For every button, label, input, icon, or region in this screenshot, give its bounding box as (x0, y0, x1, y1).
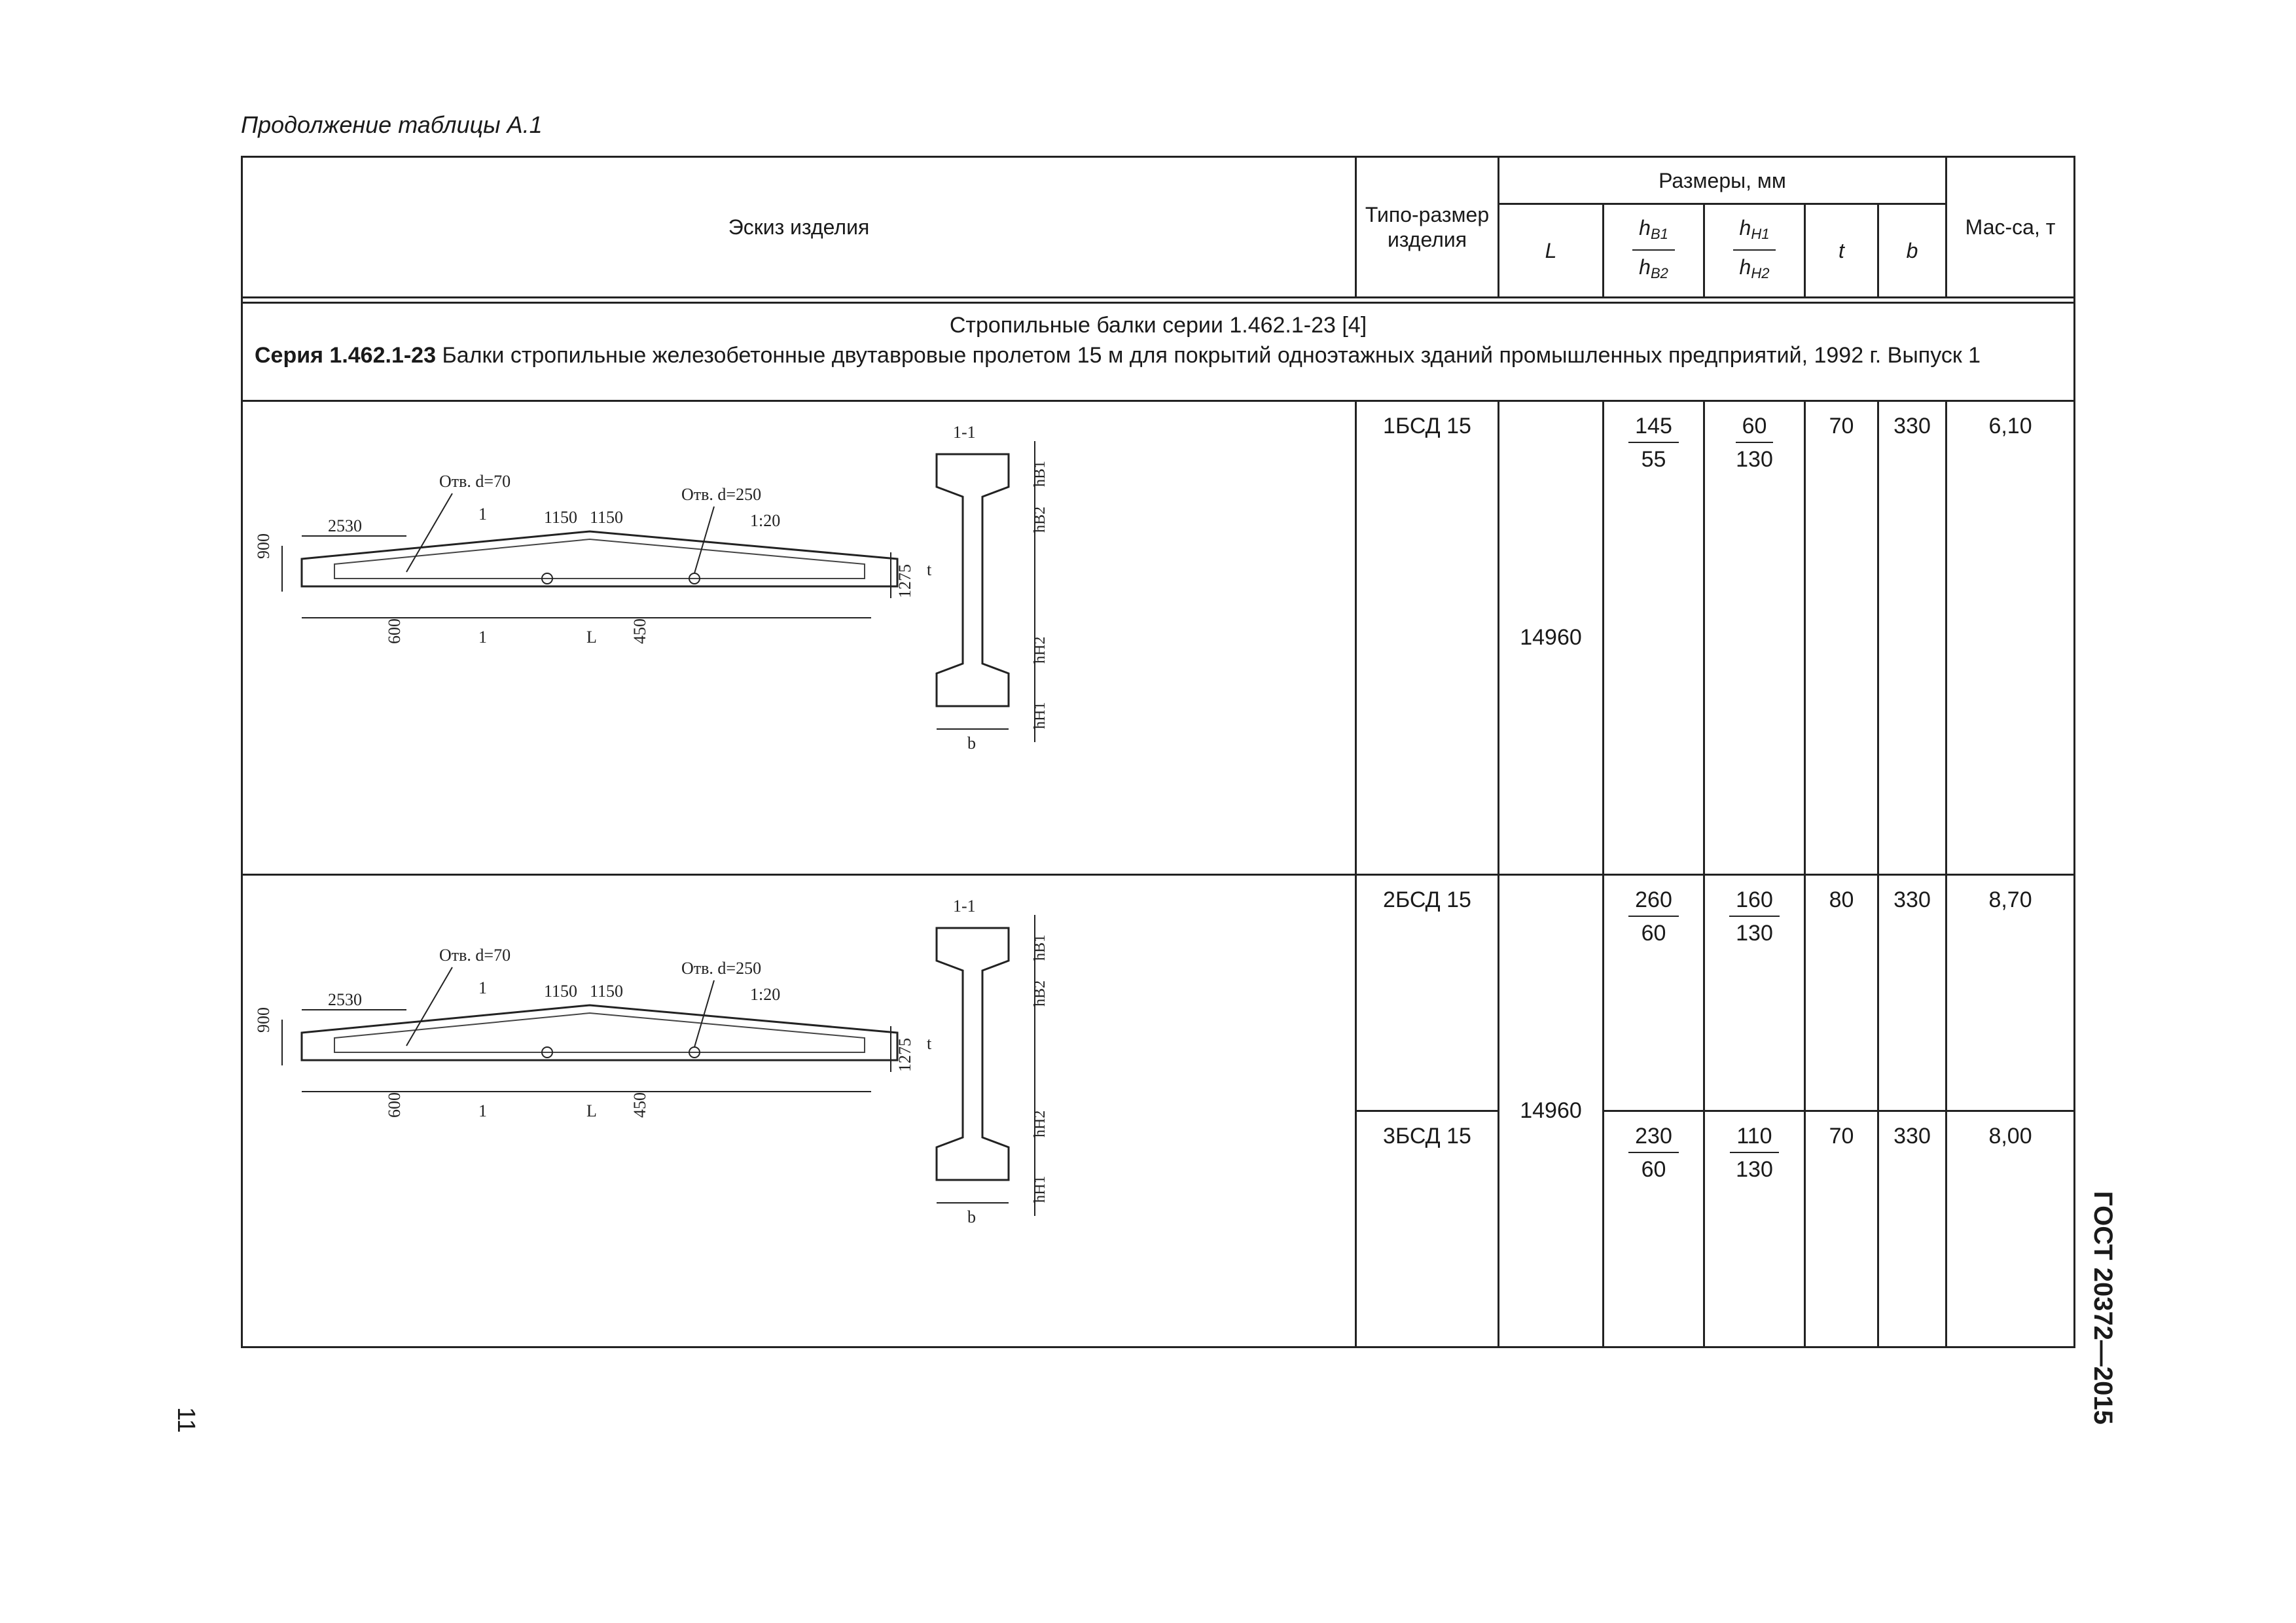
product-table (241, 156, 2075, 1348)
header-t: t (1805, 204, 1878, 297)
b-label: b (967, 734, 976, 753)
cell-type: 3БСД 15 (1356, 1111, 1499, 1347)
slope-label: 1:20 (750, 511, 781, 530)
cell-mass: 8,00 (1946, 1111, 2075, 1347)
t-label: t (927, 560, 932, 579)
hH2-label: hН2 (1031, 636, 1049, 664)
cell-t: 70 (1805, 401, 1878, 875)
section-label: 1-1 (953, 896, 976, 916)
b-label: b (967, 1207, 976, 1226)
cross-section-outline (937, 928, 1009, 1180)
hole-70-label: Отв. d=70 (439, 472, 511, 491)
hB1-label: hВ1 (1031, 934, 1049, 961)
length-label: L (586, 628, 597, 647)
cut-marker: 1 (478, 978, 487, 997)
page-number: 11 (172, 1407, 200, 1433)
dim-1150: 1150 (590, 981, 624, 1001)
header-L: L (1499, 204, 1604, 297)
cut-marker: 1 (478, 1101, 487, 1120)
leader-line (694, 507, 714, 573)
cell-mass: 6,10 (1946, 401, 2075, 875)
cell-hv: $\frac{145}{55}$ (1604, 401, 1704, 875)
dim-1275: 1275 (895, 564, 914, 598)
cell-hn: $\frac{60}{130}$ (1704, 401, 1805, 875)
hB2-label: hВ2 (1031, 980, 1049, 1007)
section-label: 1-1 (953, 423, 976, 442)
hole-250-label: Отв. d=250 (681, 958, 762, 978)
dim-2530: 2530 (328, 990, 362, 1009)
header-hn: $h_{Н1}$ $h_{Н2}$ (1704, 204, 1805, 297)
dim-600: 600 (385, 1092, 404, 1118)
t-label: t (927, 1033, 932, 1053)
cut-marker: 1 (478, 505, 487, 524)
cross-section-outline (937, 454, 1009, 706)
slope-label: 1:20 (750, 984, 781, 1004)
hB2-label: hВ2 (1031, 506, 1049, 533)
hH1-label: hН1 (1031, 702, 1049, 729)
hH1-label: hН1 (1031, 1175, 1049, 1203)
leader-line (406, 493, 452, 572)
cell-t: 80 (1805, 874, 1878, 1111)
cell-hn: $\frac{110}{130}$ (1704, 1111, 1805, 1347)
dim-600: 600 (385, 618, 404, 644)
hole-70-label: Отв. d=70 (439, 945, 511, 965)
cell-b: 330 (1878, 874, 1946, 1111)
header-type-size: Типо-размер изделия (1356, 157, 1499, 298)
dim-1275: 1275 (895, 1037, 914, 1072)
dim-900: 900 (254, 533, 273, 559)
leader-line (406, 967, 452, 1046)
header-sizes: Размеры, мм (1499, 157, 1946, 204)
hH2-label: hН2 (1031, 1110, 1049, 1137)
cell-L: 14960 (1499, 874, 1604, 1347)
leader-line (694, 980, 714, 1047)
cell-hv: $\frac{260}{60}$ (1604, 874, 1704, 1111)
dim-1150: 1150 (544, 981, 578, 1001)
cell-hn: $\frac{160}{130}$ (1704, 874, 1805, 1111)
series-code: Серия 1.462.1-23 (255, 342, 436, 368)
header-b: b (1878, 204, 1946, 297)
cell-hv: $\frac{230}{60}$ (1604, 1111, 1704, 1347)
sketch-1bsd15 (242, 401, 1356, 875)
cut-marker: 1 (478, 628, 487, 647)
cell-type: 2БСД 15 (1356, 874, 1499, 1111)
hB1-label: hВ1 (1031, 460, 1049, 487)
cell-L: 14960 (1499, 401, 1604, 875)
dim-1150: 1150 (590, 508, 624, 527)
beam-drawing (243, 876, 1355, 1344)
hole-250-label: Отв. d=250 (681, 485, 762, 504)
header-hv: $h_{В1}$ $h_{В2}$ (1604, 204, 1704, 297)
sketch-2bsd15-3bsd15 (242, 874, 1356, 1347)
header-sketch: Эскиз изделия (242, 157, 1356, 298)
dim-2530: 2530 (328, 516, 362, 535)
cell-type: 1БСД 15 (1356, 401, 1499, 875)
dim-900: 900 (254, 1007, 273, 1033)
series-text: Балки стропильные железобетонные двутавровые пролетом 15 м для покрытий одноэтажных зданий промышленных предприятий, 1992 г. Выпуск 1 (436, 342, 1981, 368)
dim-450: 450 (630, 1092, 649, 1118)
dim-450: 450 (630, 618, 649, 644)
series-description (242, 302, 2075, 401)
cell-t: 70 (1805, 1111, 1878, 1347)
cell-b: 330 (1878, 1111, 1946, 1347)
cell-b: 330 (1878, 401, 1946, 875)
section-title: Стропильные балки серии 1.462.1-23 [4] (949, 312, 1367, 338)
table-caption: Продолжение таблицы А.1 (241, 111, 543, 138)
header-mass: Мас-са, т (1946, 157, 2075, 298)
standard-code: ГОСТ 20372—2015 (2089, 1191, 2117, 1425)
beam-drawing (243, 402, 1355, 870)
cell-mass: 8,70 (1946, 874, 2075, 1111)
dim-1150: 1150 (544, 508, 578, 527)
length-label: L (586, 1101, 597, 1120)
